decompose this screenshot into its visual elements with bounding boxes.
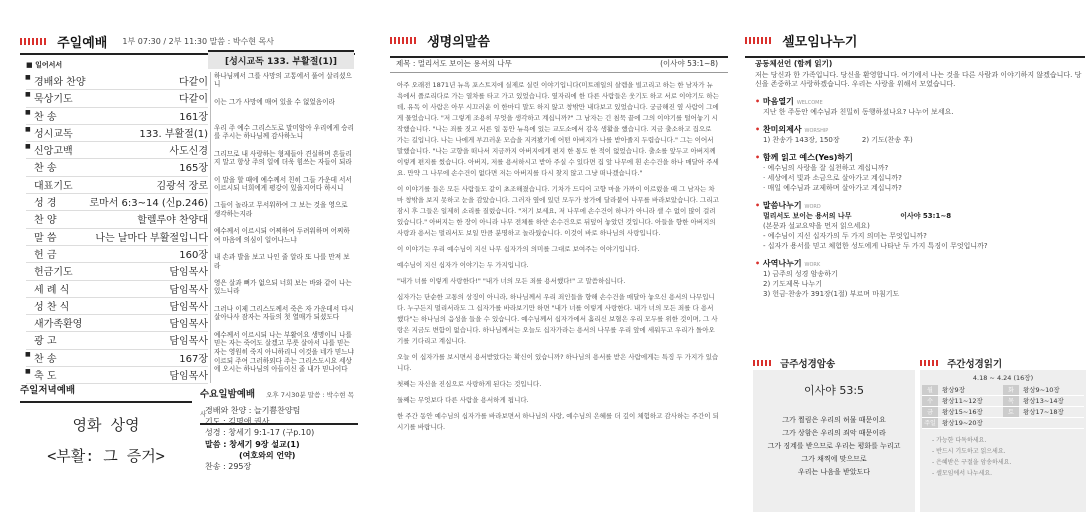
- order-label: 대표기도: [34, 180, 73, 192]
- cell-section-en: WORK: [804, 262, 821, 268]
- cell-section: [755, 96, 1085, 117]
- sermon-paragraph: 첫째는 자신을 진심으로 사랑하게 된다는 것입니다.: [397, 380, 542, 388]
- bulletin-left-panel: [0, 0, 358, 516]
- order-row: [26, 159, 208, 176]
- scripture-title: [성시교독 133. 부활절(1)]: [208, 50, 354, 69]
- reading-title: 주간성경읽기: [947, 359, 1003, 370]
- reading-row: [922, 385, 1084, 396]
- order-label: 헌금기도: [34, 267, 73, 279]
- sermon-paragraph: "내가 너를 이렇게 사랑한다!" "내가 너의 모든 죄를 용서했다!" 고 말씀하십니다.: [397, 277, 626, 285]
- cell-section-label: 마음열기: [762, 97, 794, 106]
- evening-title: 주일저녁예배: [20, 385, 76, 396]
- order-row: [26, 177, 208, 194]
- order-value: 나는 날마다 부활절입니다: [95, 232, 208, 244]
- cell-section-title: [755, 96, 1085, 107]
- order-row: [26, 194, 208, 211]
- reading-note: - 은혜받은 구절을 암송하세요.: [932, 459, 1012, 466]
- reading-chapters: 왕상9~10장: [1023, 386, 1060, 394]
- scripture-line: 예수께서 이르시되 어찌하여 두려워하며 어찌하여 마음에 의심이 일어나느냐: [210, 227, 354, 253]
- wednesday-item: (여호와의 언약): [239, 450, 296, 460]
- order-row: [26, 211, 208, 228]
- order-label: 찬 송: [34, 163, 57, 175]
- cell-content: [755, 58, 1085, 299]
- order-value: 161장: [179, 111, 208, 123]
- order-value: 담임목사: [169, 267, 208, 279]
- reading-cell: [922, 385, 1003, 395]
- memory-line: 그가 찔림은 우리의 허물 때문이요: [782, 416, 886, 424]
- order-value: 167장: [179, 353, 208, 365]
- bulletin-middle-panel: [372, 0, 724, 516]
- order-label: 찬 양: [34, 215, 57, 227]
- order-label: 광 고: [34, 336, 57, 348]
- reading-note: - 셀모임에서 나누세요.: [932, 470, 993, 477]
- cell-section-label: 사역나누기: [762, 259, 802, 268]
- order-value: 담임목사: [169, 284, 208, 296]
- reading-chapters: 왕상17~18장: [1023, 408, 1064, 416]
- reading-cell: [1003, 396, 1084, 406]
- order-row: [26, 90, 208, 107]
- order-value: 할렐루야 찬양대: [137, 215, 208, 227]
- order-row: [26, 73, 208, 90]
- sermon-paragraph: 이 이야기를 들은 모든 사람들도 같이 초조해졌습니다. 기차가 드디어 고향 마을 가까이 이르렀을 때 그 남자는 차마 창밖을 보지 못하고 눈을 감았습니다. 그러자 옆에 있던 모두가 창가에 달라붙어 나무를 바라보았습니다. 그리고 잠시 후 그들은 일제히 소리를 질렀습니다. "저기 보세요, 저 나무에 손수건이 하나가 아니라 셀 수 없이 많이 걸려 있습니다." 아버지는 한 장이 아니라 나무 전체를 하얀 손수건으로 뒤덮어 놓았던 것입니다. 아들을 향한 아버지의 사랑과 용서는 멀리서도 보일 만큼 분명하고 놀라웠습니다. 이것이 바로 하나님의 사랑입니다.: [397, 185, 719, 237]
- cell-section-line: 1) 금주의 성경 암송하기: [763, 270, 838, 278]
- wednesday-item: 기도 : 김명애 권사: [205, 417, 270, 427]
- scripture-line: 그리므로 내 사랑하는 형제들아 견실하며 흔들리지 말고 항상 주의 일에 더욱 힘쓰는 자들이 되라: [210, 150, 354, 176]
- order-value: 다같이: [179, 94, 208, 106]
- cell-section-line: 1) 찬송가 143장, 150장 2) 기도(찬송 후): [763, 136, 913, 144]
- cell-section-line: 2) 기도제목 나누기: [763, 280, 822, 288]
- memory-title: 금주성경암송: [780, 359, 836, 370]
- order-row: [26, 350, 208, 367]
- decor-dash-icon: [745, 37, 771, 44]
- cell-section-en: WORSHIP: [804, 128, 829, 134]
- section-label: ■ 일어서서: [26, 61, 63, 69]
- memory-reference: 이사야 53:5: [803, 384, 865, 397]
- reading-cell: [922, 396, 1003, 406]
- evening-box: [20, 400, 192, 510]
- sermon-paragraph: 십자가는 단순한 고통의 상징이 아니라, 하나님께서 우리 죄인들을 향해 손수건을 매달아 놓으신 용서의 나무입니다. 누구든지 멀리서라도 그 십자가를 바라보기만 하면 "내가 너를 이렇게 사랑한다. 내가 너의 모든 죄를 다 용서했다"는 하나님의 음성을 들을 수 있습니다. 예수님께서 십자가에서 흘리신 보혈은 우리 모두를 위한 것이며, 그 사랑은 지금도 변함이 없습니다. 하나님께서는 오늘도 십자가라는 용서의 나무를 우리 앞에 세워두고 우리가 돌아오기를 기다리고 계십니다.: [397, 293, 718, 345]
- order-value: 165장: [179, 163, 208, 175]
- order-label: ■ 묵상기도: [26, 90, 73, 105]
- reading-range: 4.18 ~ 4.24 (16장): [972, 374, 1034, 382]
- reading-chapters: 왕상9장: [942, 386, 965, 394]
- cell-section-line: · 매일 예수님과 교제하며 살아가고 계십니까?: [763, 184, 902, 192]
- order-value: 담임목사: [169, 301, 208, 313]
- reading-day: 토: [1003, 407, 1019, 417]
- order-label: 말 씀: [34, 232, 57, 244]
- reading-note: - 가능한 다독하세요.: [932, 437, 987, 444]
- decor-dash-icon: [920, 360, 938, 366]
- reading-day: 주일: [922, 418, 938, 428]
- reading-note: - 반드시 기도하고 읽으세요.: [932, 448, 1006, 455]
- order-value: 133. 부활절(1): [139, 128, 208, 140]
- scripture-line: 우리 주 예수 그리스도로 말미암아 우리에게 승리를 주시는 하나님께 감사하노니: [210, 124, 354, 150]
- cell-header: [745, 30, 1085, 58]
- scripture-line: 예수께서 이르시되 나는 부활이요 생명이니 나를 믿는 자는 죽어도 살겠고 무릇 살아서 나를 믿는 자는 영원히 죽지 아니하리니 이것을 네가 믿느냐: [210, 331, 354, 357]
- memory-line: 우리는 나음을 받았도다: [797, 468, 871, 476]
- order-row: [26, 263, 208, 280]
- order-label: 성 찬 식: [34, 301, 70, 313]
- order-label: 새가족환영: [34, 319, 83, 331]
- cell-section-en: WELCOME: [796, 100, 823, 106]
- evening-line1: 영화 상영: [72, 416, 140, 434]
- reading-day: 금: [922, 407, 938, 417]
- responsive-reading: [208, 50, 354, 383]
- cell-section: [755, 200, 1085, 251]
- reading-table: [922, 385, 1084, 429]
- cell-section-line: 멀리서도 보이는 용서의 나무 이사야 53:1~8: [763, 212, 952, 220]
- scripture-line: 하나님께서 그를 사망의 고통에서 풀어 살리셨으니: [210, 72, 354, 98]
- cell-section-line: · 예수님의 사랑을 잘 실천하고 계십니까?: [763, 164, 889, 172]
- sermon-paragraph: 오늘 이 십자가를 보시면서 용서받았다는 확신이 있습니까? 하나님의 용서를 받은 사람에게는 특징 두 가지가 있습니다.: [397, 353, 719, 372]
- reading-chapters: 왕상15~16장: [942, 408, 983, 416]
- order-value: 담임목사: [169, 336, 208, 348]
- reading-day: 수: [922, 396, 938, 406]
- cell-section-label: 찬미의제사: [762, 125, 802, 134]
- reading-chapters: 왕상11~12장: [942, 397, 983, 405]
- scripture-line: 그들이 놀라고 무서워하여 그 보는 것을 영으로 생각하는지라: [210, 201, 354, 227]
- order-label: ■ 성시교독: [26, 125, 73, 140]
- memory-box: [753, 370, 915, 512]
- bullet-dot-icon: •: [755, 153, 763, 162]
- order-row: [26, 246, 208, 263]
- order-label: ■ 경배와 찬양: [26, 73, 85, 88]
- cell-intro: 저는 당신과 한 가족입니다. 당신을 환영합니다. 여기에서 나는 것을 다른 사람과 이야기하지 않겠습니다. 당신을 존중하고 사랑하겠습니다. 우리는 사랑을 위해서 모였습니다.: [755, 71, 1082, 88]
- sermon-meta: [396, 58, 718, 69]
- evening-line2: <부활: 그 증거>: [47, 447, 165, 465]
- wednesday-item: 성경 : 창세기 9:1-17 (구p.10): [205, 428, 315, 438]
- cell-section-title: [755, 152, 1085, 163]
- scripture-line: 이는 그가 사망에 매여 있을 수 없었음이라: [210, 98, 354, 124]
- order-label: 성 경: [34, 198, 57, 210]
- order-value: 담임목사: [169, 371, 208, 383]
- divider: [390, 72, 728, 73]
- sermon-header: [390, 30, 728, 58]
- bullet-dot-icon: •: [755, 97, 763, 106]
- wednesday-item: 찬송 : 295장: [205, 462, 252, 472]
- bulletin-right-panel: [745, 0, 1091, 516]
- cell-section: [755, 124, 1085, 145]
- cell-section-label: 함께 읽고 예스(Yes)하기: [762, 153, 853, 162]
- cell-section-line: 지난 한 주동안 예수님과 친밀히 동행하셨나요? 나누어 보세요.: [763, 108, 954, 116]
- sermon-subject: 제목 : 멀리서도 보이는 용서의 나무: [396, 59, 512, 68]
- cell-section-label: 말씀나누기: [762, 201, 802, 210]
- sermon-paragraph: 예수님이 지신 십자가 이야기는 두 가지입니다.: [397, 261, 529, 269]
- cell-section-en: WORD: [804, 204, 821, 210]
- cell-title: 셀모임나누기: [782, 35, 858, 50]
- order-row: [26, 125, 208, 142]
- decor-dash-icon: [390, 37, 416, 44]
- order-value: 사도신경: [169, 146, 208, 158]
- sermon-paragraph: 한 주간 동안 예수님의 십자가를 바라보면서 하나님의 사랑, 예수님의 은혜를 더 깊이 체험하고 감사하는 주간이 되시기를 바랍니다.: [397, 412, 719, 431]
- memory-line: 그가 상함은 우리의 죄악 때문이라: [782, 429, 886, 437]
- memory-line: 그가 채찍에 맞으므로: [801, 455, 867, 463]
- sunday-times: 1부 07:30 / 2부 11:30 말씀 : 박수현 목사: [122, 37, 274, 46]
- order-label: ■ 신앙고백: [26, 142, 73, 157]
- order-label: ■ 찬 송: [26, 108, 57, 123]
- order-row: [26, 142, 208, 159]
- cell-section-title: [755, 200, 1085, 211]
- sunday-title: 주일예배: [57, 36, 108, 51]
- scripture-line: 내 손과 발을 보고 나인 줄 알라 또 나를 만져 보라: [210, 253, 354, 279]
- bullet-dot-icon: •: [755, 201, 763, 210]
- sermon-paragraph: 둘째는 무엇보다 다른 사람을 용서하게 됩니다.: [397, 396, 529, 404]
- order-value: 다같이: [179, 77, 208, 88]
- sermon-title: 생명의말씀: [427, 35, 490, 50]
- reading-day: 목: [1003, 396, 1019, 406]
- cell-section: [755, 258, 1085, 299]
- reading-row: [922, 418, 1084, 429]
- reading-box: [920, 370, 1086, 512]
- cell-section-line: · 세상에서 빛과 소금으로 살아가고 계십니까?: [763, 174, 902, 182]
- sermon-paragraph: 아주 오래전 1871년 뉴욕 포스트지에 실제로 실린 이야기입니다(미트레일의 살렘을 빌고리고 하는 한 남자가 뉴욕에서 플로리다로 가는 열차를 타고 가고 있었습니다. 옆자리에 한 다른 사람들은 웃기도 하고 서로 이야기도 하는데, 유독 이 사람은 아무 시끄러운 이 한마디 말도 하지 않고 창밖만 내다보고 있었습니다. 궁금해진 옆 사람이 그에게 물었습니다. "저 그렇게 조용히 무엇을 생각하고 계십니까?" 그 남자는 긴 침묵 끝에 그의 이야기를 털어놓기 시작했습니다. "나는 죄를 짓고 서른 일 동안 뉴욕에 있는 교도소에서 감옥 생활을 했습니다. 지금 출소하고 집으로 가는 길입니다. 나는 나에게 부끄러운 모습을 지켜봤기에 어떤 아버지가 나를 받아줄지 두렵습니다." 그는 이어서 말했습니다. "나는 고향을 떠나서 지금까지 아버지에게 편지 한 통도 한 적이 없었습니다. 출소를 앞두고 아버지께 이렇게 편지를 썼습니다. 아버지, 저를 용서하시고 받아 주실 수 있다면 집 앞 나무에 흰 손수건을 하나 매달아 주세요. 만약 그 나무에 손수건이 없다면 저는 아버지를 다시 찾지 않고 그냥 떠나겠습니다.": [397, 81, 719, 177]
- cell-section-title: [755, 124, 1085, 135]
- cell-section-title: [755, 258, 1085, 269]
- order-value: 160장: [179, 249, 208, 261]
- reading-cell: [1003, 385, 1084, 395]
- order-value: 담임목사: [169, 319, 208, 331]
- cell-section-line: - 십자가 용서를 믿고 체험한 성도에게 나타난 두 가지 특징이 무엇입니까?: [763, 242, 988, 250]
- order-value: 로마서 6:3~14 (신p.246): [89, 198, 208, 210]
- wednesday-item: 경배와 찬양 : 늘기쁨찬양팀: [205, 406, 301, 415]
- reading-day: [1003, 418, 1019, 428]
- bullet-dot-icon: •: [755, 259, 763, 268]
- wednesday-order: [205, 405, 358, 472]
- wednesday-sub: 오후 7시30분 말씀 : 박수현 목사: [200, 391, 354, 418]
- reading-row: [922, 396, 1084, 407]
- cell-section: [755, 152, 1085, 193]
- worship-order: [26, 60, 208, 384]
- reading-cell: [922, 418, 1003, 428]
- order-row: [26, 298, 208, 315]
- scripture-line: 이 말을 할 때에 예수께서 친히 그들 가운데 서서 이르시되 너희에게 평강이 있을지어다 하시니: [210, 176, 354, 202]
- reading-row: [922, 407, 1084, 418]
- reading-notes: [932, 435, 1086, 479]
- decor-dash-icon: [753, 360, 771, 366]
- bullet-dot-icon: •: [755, 125, 763, 134]
- reading-cell: [1003, 418, 1084, 428]
- reading-day: 화: [1003, 385, 1019, 395]
- cell-section-line: 3) 헌금·찬송가 391장(1절) 부르며 마침기도: [763, 290, 900, 298]
- sermon-body: [397, 80, 719, 438]
- scripture-line: 그러나 이제 그리스도께서 죽은 자 가운데서 다시 살아나사 잠자는 자들의 첫 열매가 되셨도다: [210, 305, 354, 331]
- reading-chapters: [1019, 418, 1023, 428]
- order-label: ■ 찬 송: [26, 350, 57, 365]
- cell-subtitle: 공동체선언 (함께 읽기): [755, 59, 833, 68]
- order-label: 헌 금: [34, 249, 57, 261]
- reading-day: 월: [922, 385, 938, 395]
- memory-line: 그가 징계를 받으므로 우리는 평화를 누리고: [767, 442, 901, 450]
- order-row: [26, 281, 208, 298]
- reading-cell: [922, 407, 1003, 417]
- order-row: [26, 229, 208, 246]
- order-row: [26, 108, 208, 125]
- wednesday-item: 말씀 : 창세기 9장 설교(1): [205, 439, 300, 449]
- sermon-passage: (이사야 53:1~8): [660, 59, 718, 68]
- scripture-line: 이르되 주여 그러하외다 주는 그리스도시요 세상에 오시는 하나님의 아들이신 줄 내가 믿나이다: [210, 357, 354, 383]
- order-row: [26, 315, 208, 332]
- reading-chapters: 왕상13~14장: [1023, 397, 1064, 405]
- cell-section-line: (본문과 설교요약을 먼저 읽으세요): [763, 222, 870, 230]
- wednesday-title: 수요일밤예배: [200, 389, 256, 400]
- cell-section-line: - 예수님이 지신 십자가의 두 가지 의미는 무엇입니까?: [763, 232, 927, 240]
- sermon-paragraph: 이 이야기는 우리 예수님이 지신 나무 십자가의 의미를 그대로 보여주는 이야기입니다.: [397, 245, 640, 253]
- order-label: ■ 축 도: [26, 367, 57, 382]
- order-value: 김광석 장로: [156, 180, 208, 192]
- reading-chapters: 왕상19~20장: [942, 419, 983, 427]
- order-row: [26, 332, 208, 349]
- order-label: 세 례 식: [34, 284, 70, 296]
- decor-dash-icon: [20, 38, 46, 45]
- scripture-line: 영은 살과 뼈가 없으되 너희 보는 바와 같이 나는 있느니라: [210, 279, 354, 305]
- reading-cell: [1003, 407, 1084, 417]
